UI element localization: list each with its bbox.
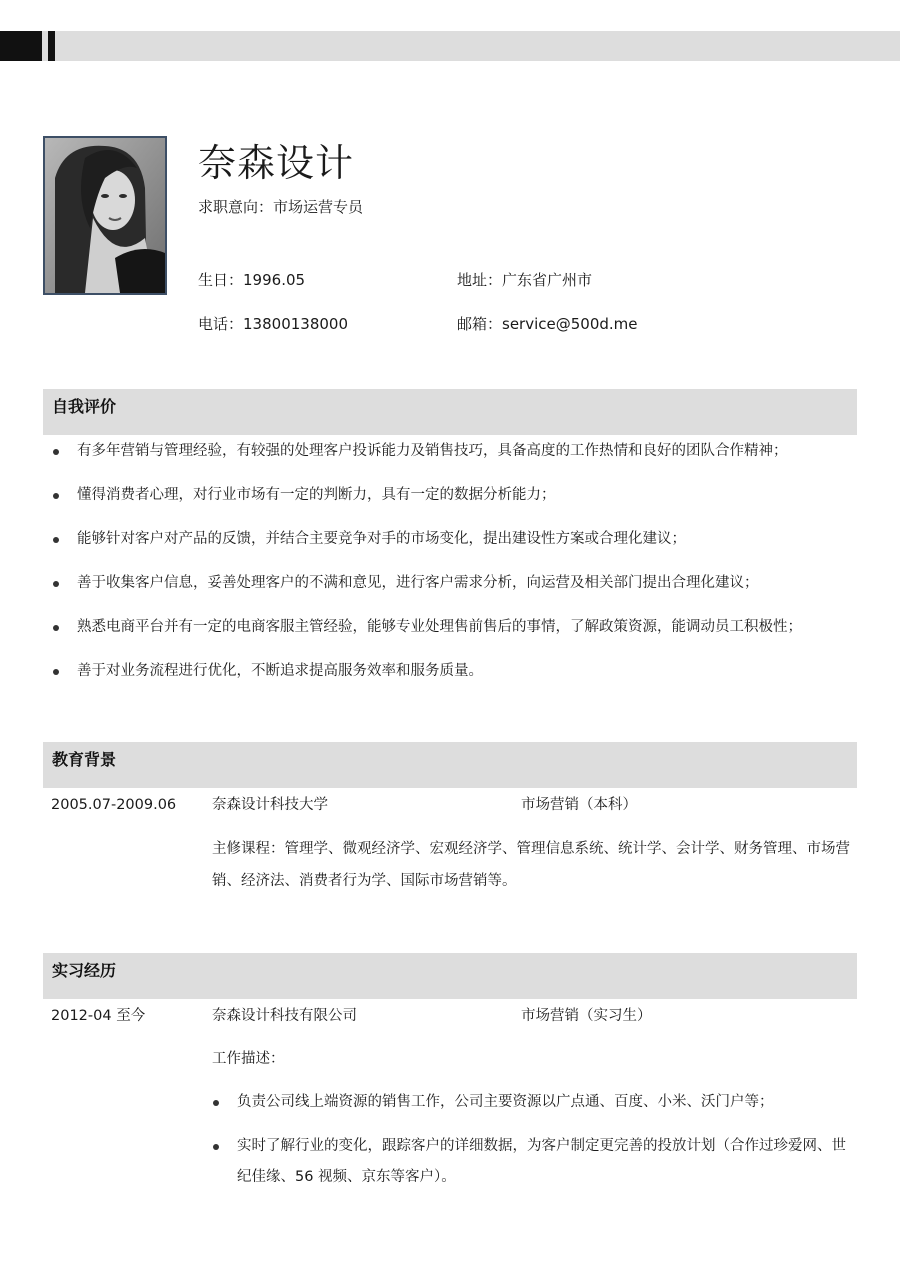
internship-desc-label: 工作描述： <box>212 1051 285 1067</box>
job-objective <box>198 196 363 217</box>
objective-value: 市场运营专员 <box>273 198 364 216</box>
education-school: 奈森设计科技大学 <box>212 797 328 813</box>
internship-role: 市场营销（实习生） <box>521 1008 652 1024</box>
section-header-education: 教育背景 <box>43 742 857 788</box>
address-label: 地址： <box>457 271 503 289</box>
education-period: 2005.07-2009.06 <box>51 797 177 813</box>
phone-value: 13800138000 <box>243 315 348 333</box>
list-item: 善于收集客户信息，妥善处理客户的不满和意见，进行客户需求分析，向运营及相关部门提出合理化建议； <box>52 573 862 617</box>
profile-photo <box>43 136 167 295</box>
self-evaluation-list <box>52 441 862 705</box>
list-item: 有多年营销与管理经验，有较强的处理客户投诉能力及销售技巧，具备高度的工作热情和良好的团队合作精神； <box>52 441 862 485</box>
email-info <box>457 313 638 334</box>
internship-duties-list <box>212 1087 857 1206</box>
birth-label: 生日： <box>198 271 244 289</box>
phone-info <box>198 313 348 334</box>
education-courses: 主修课程：管理学、微观经济学、宏观经济学、管理信息系统、统计学、会计学、财务管理、市场营销、经济法、消费者行为学、国际市场营销等。 <box>212 841 850 889</box>
birth-value: 1996.05 <box>243 271 306 289</box>
internship-period: 2012-04 至今 <box>51 1008 146 1024</box>
list-item: 熟悉电商平台并有一定的电商客服主管经验，能够专业处理售前售后的事情，了解政策资源，能调动员工积极性； <box>52 617 862 661</box>
list-item: 负责公司线上端资源的销售工作，公司主要资源以广点通、百度、小米、沃门户等； <box>212 1087 857 1118</box>
section-header-internship: 实习经历 <box>43 953 857 999</box>
internship-company: 奈森设计科技有限公司 <box>212 1008 357 1024</box>
email-value: service@500d.me <box>502 315 638 333</box>
address-info <box>457 269 592 290</box>
section-header-self-evaluation: 自我评价 <box>43 389 857 435</box>
top-bar <box>0 31 900 61</box>
phone-label: 电话： <box>198 315 244 333</box>
list-item: 能够针对客户对产品的反馈，并结合主要竞争对手的市场变化，提出建设性方案或合理化建议； <box>52 529 862 573</box>
address-value: 广东省广州市 <box>502 271 593 289</box>
education-major: 市场营销（本科） <box>521 797 637 813</box>
top-bar-stripe <box>48 31 55 61</box>
list-item: 实时了解行业的变化，跟踪客户的详细数据，为客户制定更完善的投放计划（合作过珍爱网、世纪佳缘、56 视频、京东等客户）。 <box>212 1131 857 1193</box>
list-item: 善于对业务流程进行优化，不断追求提高服务效率和服务质量。 <box>52 661 862 705</box>
top-bar-block <box>0 31 42 61</box>
objective-label: 求职意向： <box>198 198 274 216</box>
email-label: 邮箱： <box>457 315 503 333</box>
list-item: 懂得消费者心理，对行业市场有一定的判断力，具有一定的数据分析能力； <box>52 485 862 529</box>
birth-info <box>198 269 305 290</box>
candidate-name: 奈森设计 <box>198 141 355 185</box>
